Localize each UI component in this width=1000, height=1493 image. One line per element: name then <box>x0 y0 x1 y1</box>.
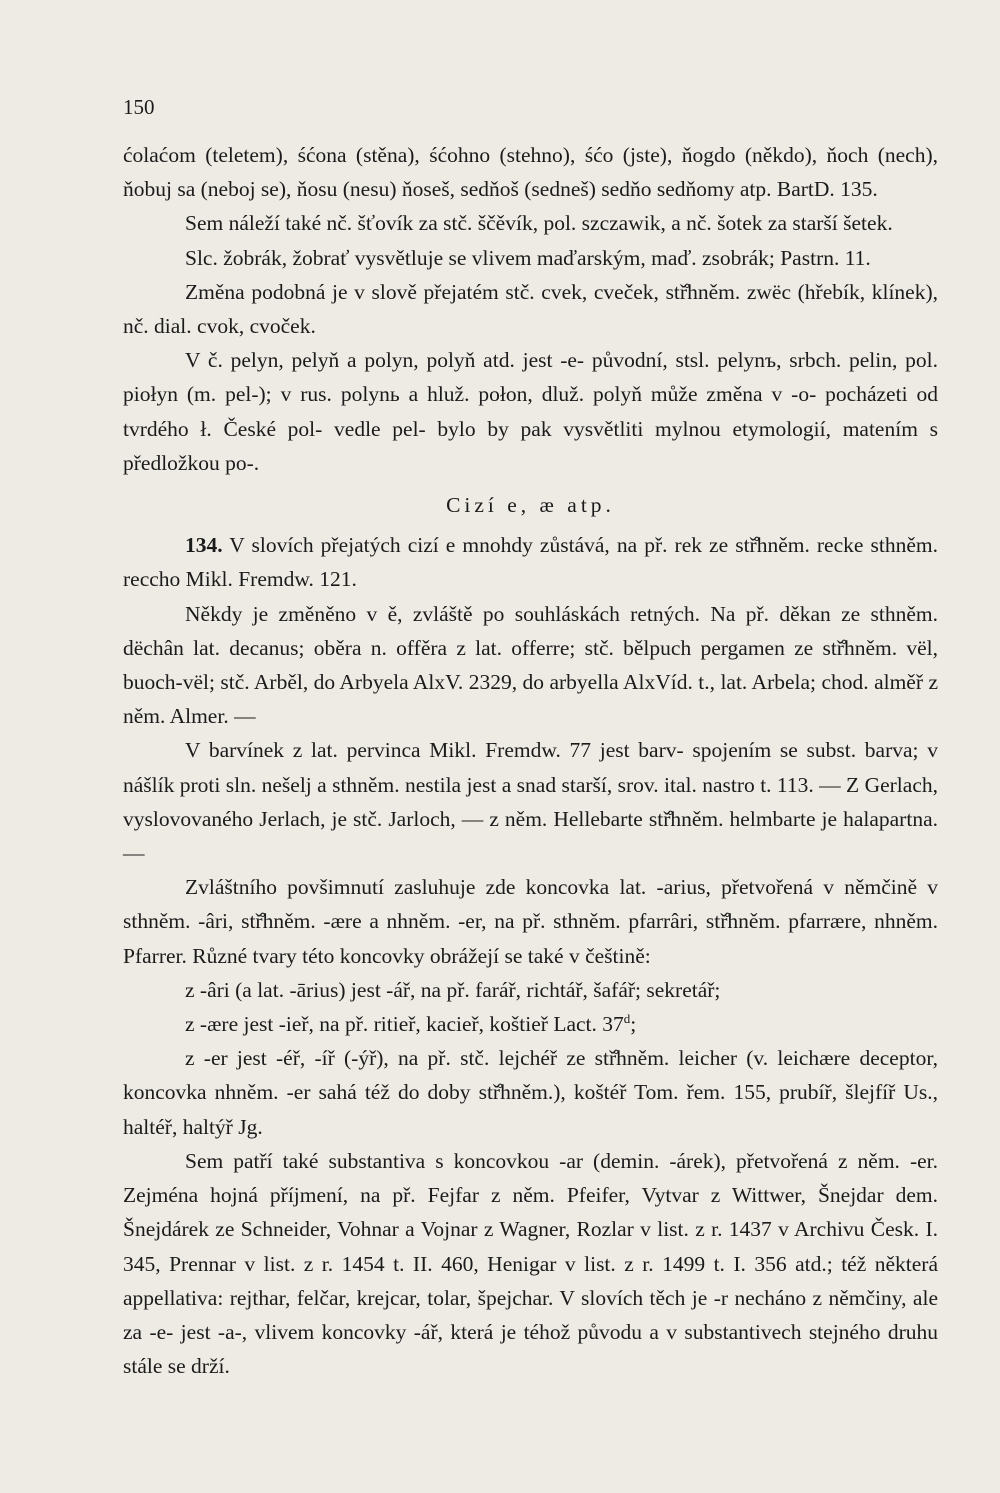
section-number: 134. <box>185 533 223 558</box>
section-134-list-item-1: z -âri (a lat. -ārius) jest -ář, na př. farář, richtář, šafář; sekretář; <box>185 977 721 1002</box>
section-134-paragraph-2: Někdy je změněno v ě, zvláště po souhláskách retných. Na př. děkan ze sthněm. dëchân lat. decanus; oběra n. offěra z lat. offerre; stč. bělpuch pergamen ze stř̊hněm. vël, buoch-vël; stč. Arběl, do Arbyela AlxV. 2329, do arbyella AlxVíd. t., lat. Arbela; chod. alměř z něm. Almer. — <box>123 601 938 729</box>
paragraph-4: Změna podobná je v slově přejatém stč. cvek, cveček, stř̊hněm. zwëc (hřebík, klínek), nč. dial. cvok, cvoček. <box>123 279 938 339</box>
section-134-text-1: V slovích přejatých cizí e mnohdy zůstává, na př. rek ze stř̊hněm. recke sthněm. reccho Mikl. Fremdw. 121. <box>123 533 938 592</box>
page-number: 150 <box>123 95 155 119</box>
section-heading: Cizí e, æ atp. <box>446 493 615 518</box>
section-134-paragraph-3: V barvínek z lat. pervinca Mikl. Fremdw. 77 jest barv- spojením se subst. barva; v nášlík proti sln. nešelj a sthněm. nestila jest a snad starší, srov. ital. nastro t. 113. — Z Gerlach, vyslovovaného Jerlach, je stč. Jarloch, — z něm. Hellebarte stř̊hněm. helmbarte je halapartna. — <box>123 738 938 866</box>
section-134-list-item-3: z -er jest -éř, -íř (-ýř), na př. stč. lejchéř ze stř̊hněm. leicher (v. leichære deceptor, koncovka nhněm. -er sahá též do doby stř̊hněm.), koštéř Tom. řem. 155, prubíř, šlejfíř Us., haltéř, haltýř Jg. <box>123 1046 938 1139</box>
section-134-paragraph-5: Sem patří také substantiva s koncovkou -ar (demin. -árek), přetvořená z něm. -er. Zejména hojná příjmení, na př. Fejfar z něm. Pfeifer, Vytvar z Wittwer, Šnejdar dem. Šnejdárek ze Schneider, Vohnar a Vojnar z Wagner, Rozlar v list. z r. 1437 v Archivu Česk. I. 345, Prennar v list. z r. 1454 t. II. 460, Henigar v list. z r. 1499 t. I. 356 atd.; též některá appellativa: rejthar, felčar, krejcar, tolar, špejchar. V slovích těch je -r necháno z němčiny, ale za -e- jest -a-, vlivem koncovky -ář, která je téhož původu a v substantivech stejného druhu stále se drží. <box>123 1148 938 1379</box>
paragraph-2: Sem náleží také nč. šťovík za stč. ščěvík, pol. szczawik, a nč. šotek za starší šetek. <box>185 211 893 236</box>
section-134-list-item-2 <box>123 1007 938 1041</box>
paragraph-3: Slc. žobrák, žobrať vysvětluje se vlivem maďarským, maď. zsobrák; Pastrn. 11. <box>185 245 871 270</box>
superscript: d <box>623 1010 631 1026</box>
section-134-paragraph-4: Zvláštního povšimnutí zasluhuje zde koncovka lat. -arius, přetvořená v němčině v sthněm. -âri, stř̊hněm. -ære a nhněm. -er, na př. sthněm. pfarrâri, stř̊hněm. pfarrære, nhněm. Pfarrer. Různé tvary této koncovky obrážejí se také v češtině: <box>123 875 938 968</box>
paragraph-5: V č. pelyn, pelyň a polyn, polyň atd. jest -e- původní, stsl. pelynъ, srbch. pelin, pol. piołyn (m. pel-); v rus. polynь a hluž. połon, dluž. polyň může změna v -o- pocházeti od tvrdého ł. České pol- vedle pel- bylo by pak vysvětliti mylnou etymologií, matením s předložkou po-. <box>123 348 938 475</box>
paragraph-1: ćolaćom (teletem), śćona (stěna), śćohno (stehno), śćo (jste), ňogdo (někdo), ňoch (nech), ňobuj sa (neboj se), ňosu (nesu) ňoseš, sedňoš (sedneš) sedňo sedňomy atp. BartD. 135. <box>123 143 938 202</box>
list-item-2-tail: ; <box>630 1012 637 1037</box>
section-134-paragraph-1 <box>123 528 938 596</box>
list-item-2-text: z -ære jest -ieř, na př. ritieř, kacieř, koštieř Lact. 37 <box>185 1012 624 1037</box>
